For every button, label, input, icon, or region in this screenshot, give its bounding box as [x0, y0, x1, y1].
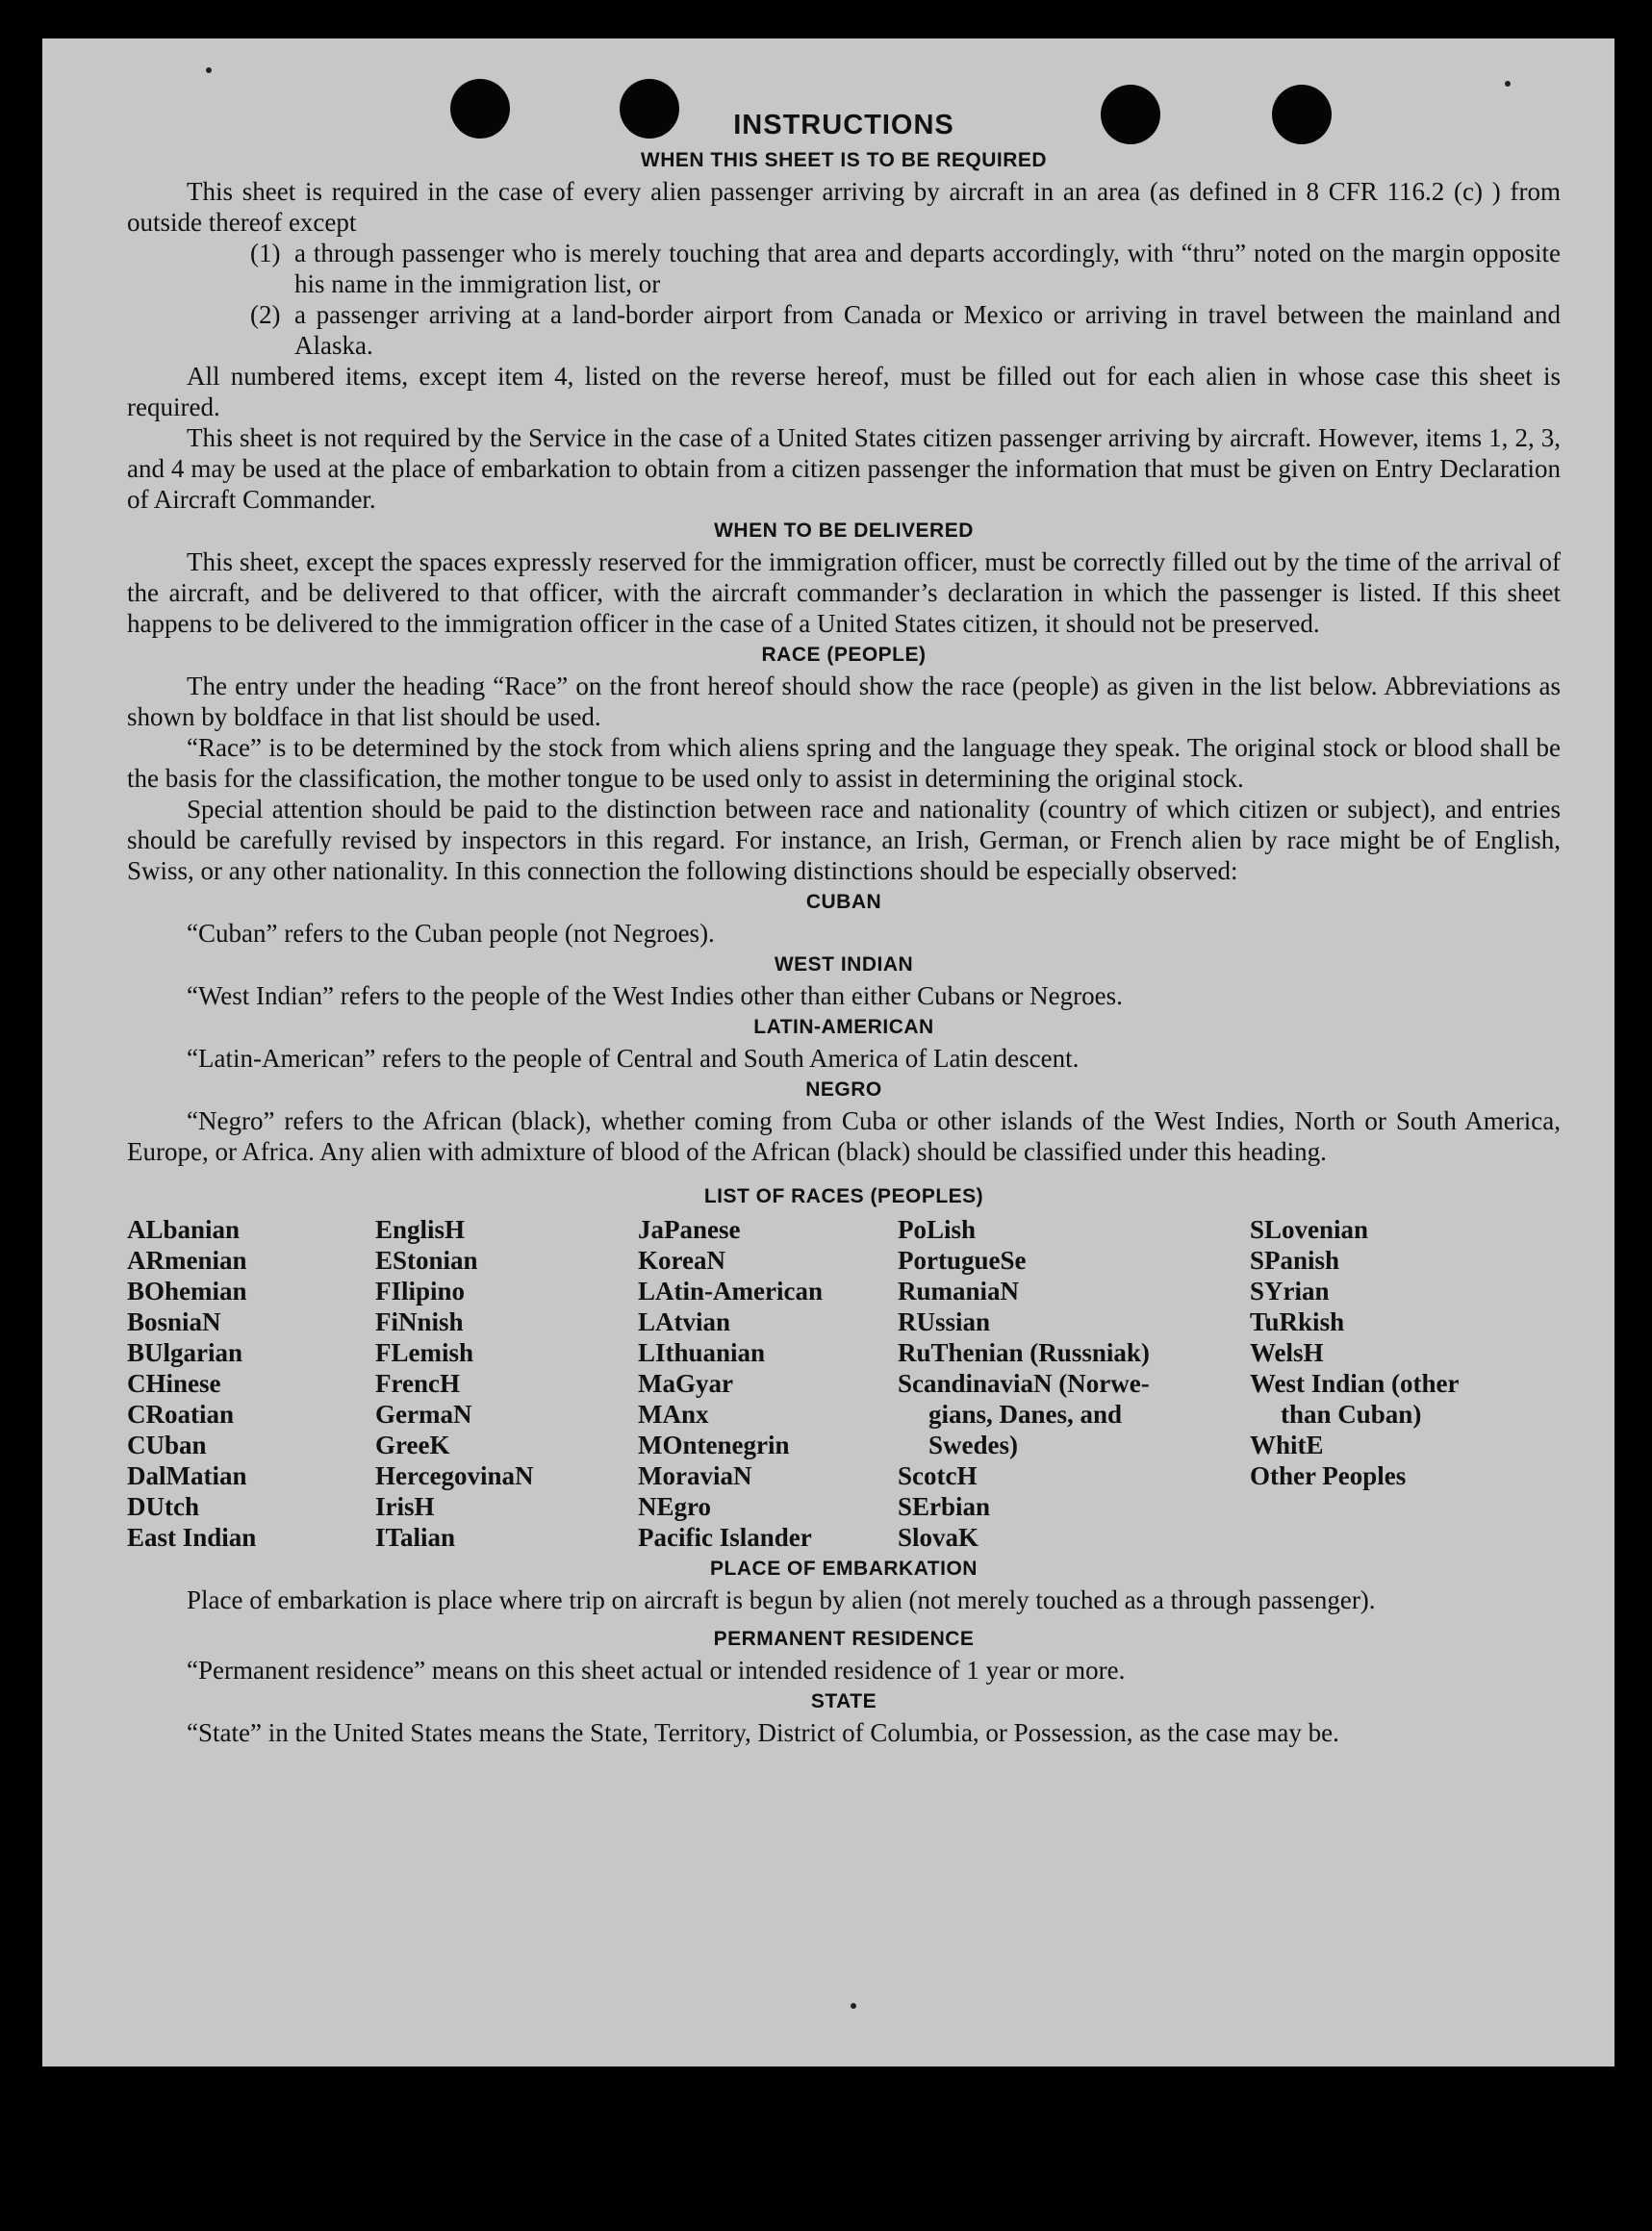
list-item [250, 299, 1561, 361]
race-item: SPanish [1250, 1246, 1340, 1275]
section-heading: NEGRO [805, 1078, 882, 1101]
race-item: EStonian [375, 1246, 478, 1275]
race-item: RuThenian (Russniak) [898, 1338, 1150, 1367]
race-item: LAtvian [638, 1307, 731, 1336]
race-item: LAtin-American [638, 1277, 823, 1306]
race-item: DalMatian [127, 1461, 247, 1490]
race-item: CUban [127, 1431, 207, 1459]
document-sheet [42, 38, 1614, 2066]
race-column [127, 1214, 375, 1553]
race-item: PoLish [898, 1215, 977, 1244]
race-item: Other Peoples [1250, 1461, 1407, 1490]
paragraph: “Race” is to be determined by the stock from which aliens spring and the language they speak. The original stock or blood shall be the basis for the classification, the mother tongue to be used only to assist in determining the original stock. [127, 733, 1561, 793]
race-item: BUlgarian [127, 1338, 243, 1367]
race-item: BosniaN [127, 1307, 221, 1336]
paragraph: All numbered items, except item 4, listed on the reverse hereof, must be filled out for each alien in whose case this sheet is required. [127, 362, 1561, 421]
race-item: HercegovinaN [375, 1461, 534, 1490]
item-text: a through passenger who is merely touching that area and departs accordingly, with “thru” noted on the margin opposite his name in the immigration list, or [294, 239, 1561, 298]
section-heading: PERMANENT RESIDENCE [713, 1628, 975, 1650]
page-title: INSTRUCTIONS [733, 110, 954, 140]
race-column [1250, 1214, 1558, 1553]
race-item: PortugueSe [898, 1246, 1027, 1275]
section-heading: RACE (PEOPLE) [761, 644, 927, 666]
race-item: CHinese [127, 1369, 221, 1398]
race-item: BOhemian [127, 1277, 247, 1306]
race-item: ALbanian [127, 1215, 241, 1244]
race-item: GreeK [375, 1431, 450, 1459]
speck [1505, 81, 1511, 87]
race-item: ScotcH [898, 1461, 978, 1490]
race-item-continuation: gians, Danes, and [928, 1400, 1123, 1429]
race-item: ScandinaviaN (Norwe- [898, 1369, 1150, 1398]
paragraph: This sheet is required in the case of every alien passenger arriving by aircraft in an area (as defined in 8 CFR 116.2 (c) ) from outside thereof except [127, 177, 1561, 237]
item-number: (1) [250, 239, 281, 267]
section-heading: PLACE OF EMBARKATION [710, 1558, 978, 1580]
race-item: FiNnish [375, 1307, 464, 1336]
item-number: (2) [250, 300, 281, 329]
race-item: SYrian [1250, 1277, 1330, 1306]
race-item: EnglisH [375, 1215, 466, 1244]
instructions-content [127, 106, 1561, 1748]
race-item: IrisH [375, 1492, 435, 1521]
speck [851, 2003, 856, 2009]
paragraph: “Permanent residence” means on this sheet actual or intended residence of 1 year or more. [187, 1656, 1126, 1685]
race-item: MAnx [638, 1400, 709, 1429]
item-text: a passenger arriving at a land-border airport from Canada or Mexico or arriving in travel between the mainland and Alaska. [294, 300, 1561, 360]
race-item: SLovenian [1250, 1215, 1369, 1244]
race-item: MoraviaN [638, 1461, 752, 1490]
paragraph: “West Indian” refers to the people of the West Indies other than either Cubans or Negroes. [187, 981, 1123, 1010]
paragraph: “Cuban” refers to the Cuban people (not Negroes). [187, 919, 715, 948]
race-item: DUtch [127, 1492, 199, 1521]
race-item: Pacific Islander [638, 1523, 812, 1552]
speck [206, 67, 212, 73]
paragraph: Place of embarkation is place where trip on aircraft is begun by alien (not merely touched as a through passenger). [187, 1585, 1376, 1614]
paragraph: “Negro” refers to the African (black), whether coming from Cuba or other islands of the West Indies, North or South America, Europe, or Africa. Any alien with admixture of blood of the African (black) should be classified under this heading. [127, 1106, 1561, 1166]
section-heading: WHEN THIS SHEET IS TO BE REQUIRED [640, 149, 1048, 171]
paragraph: “Latin-American” refers to the people of Central and South America of Latin descent. [187, 1044, 1080, 1073]
section-heading: STATE [810, 1690, 877, 1712]
race-item: MOntenegrin [638, 1431, 790, 1459]
race-item-continuation: Swedes) [928, 1431, 1018, 1459]
race-item: GermaN [375, 1400, 472, 1429]
section-heading: CUBAN [805, 891, 882, 913]
section-heading: LATIN-AMERICAN [753, 1016, 934, 1038]
race-item: SErbian [898, 1492, 991, 1521]
race-item: TuRkish [1250, 1307, 1345, 1336]
race-item: KoreaN [638, 1246, 725, 1275]
race-item: JaPanese [638, 1215, 741, 1244]
race-item: FrencH [375, 1369, 460, 1398]
section-heading: WHEN TO BE DELIVERED [714, 520, 974, 542]
paragraph: This sheet, except the spaces expressly reserved for the immigration officer, must be correctly filled out by the time of the arrival of the aircraft, and be delivered to that officer, with the aircraft commander’s declaration in which the passenger is listed. If this sheet happens to be delivered to the immigration officer in the case of a United States citizen, it should not be preserved. [127, 547, 1561, 638]
race-item-continuation: than Cuban) [1281, 1400, 1422, 1429]
race-item: LIthuanian [638, 1338, 766, 1367]
list-item [250, 238, 1561, 299]
race-item: ARmenian [127, 1246, 247, 1275]
race-item: WhitE [1250, 1431, 1324, 1459]
race-column [898, 1214, 1250, 1553]
race-column [638, 1214, 898, 1553]
race-item: East Indian [127, 1523, 257, 1552]
race-item: RumaniaN [898, 1277, 1020, 1306]
paragraph: “State” in the United States means the State, Territory, District of Columbia, or Possession, as the case may be. [187, 1718, 1339, 1747]
race-list [127, 1214, 1561, 1553]
race-item: CRoatian [127, 1400, 235, 1429]
section-heading: LIST OF RACES (PEOPLES) [703, 1185, 984, 1207]
race-item: FLemish [375, 1338, 474, 1367]
race-item: NEgro [638, 1492, 712, 1521]
race-item: SlovaK [898, 1523, 979, 1552]
race-item: MaGyar [638, 1369, 733, 1398]
section-heading: WEST INDIAN [774, 953, 914, 976]
race-item: WelsH [1250, 1338, 1324, 1367]
race-item: RUssian [898, 1307, 991, 1336]
race-item: FIlipino [375, 1277, 466, 1306]
paragraph: This sheet is not required by the Service in the case of a United States citizen passenger arriving by aircraft. However, items 1, 2, 3, and 4 may be used at the place of embarkation to obtain from a citizen passenger the information that must be given on Entry Declaration of Aircraft Commander. [127, 423, 1561, 514]
paragraph: The entry under the heading “Race” on the front hereof should show the race (people) as given in the list below. Abbreviations as shown by boldface in that list should be used. [127, 672, 1561, 731]
race-item: West Indian (other [1250, 1369, 1460, 1398]
race-item: ITalian [375, 1523, 456, 1552]
race-column [375, 1214, 638, 1553]
paragraph: Special attention should be paid to the distinction between race and nationality (country of which citizen or subject), and entries should be carefully revised by inspectors in this regard. For instance, an Irish, German, or French alien by race might be of English, Swiss, or any other nationality. In this connection the following distinctions should be especially observed: [127, 795, 1561, 885]
